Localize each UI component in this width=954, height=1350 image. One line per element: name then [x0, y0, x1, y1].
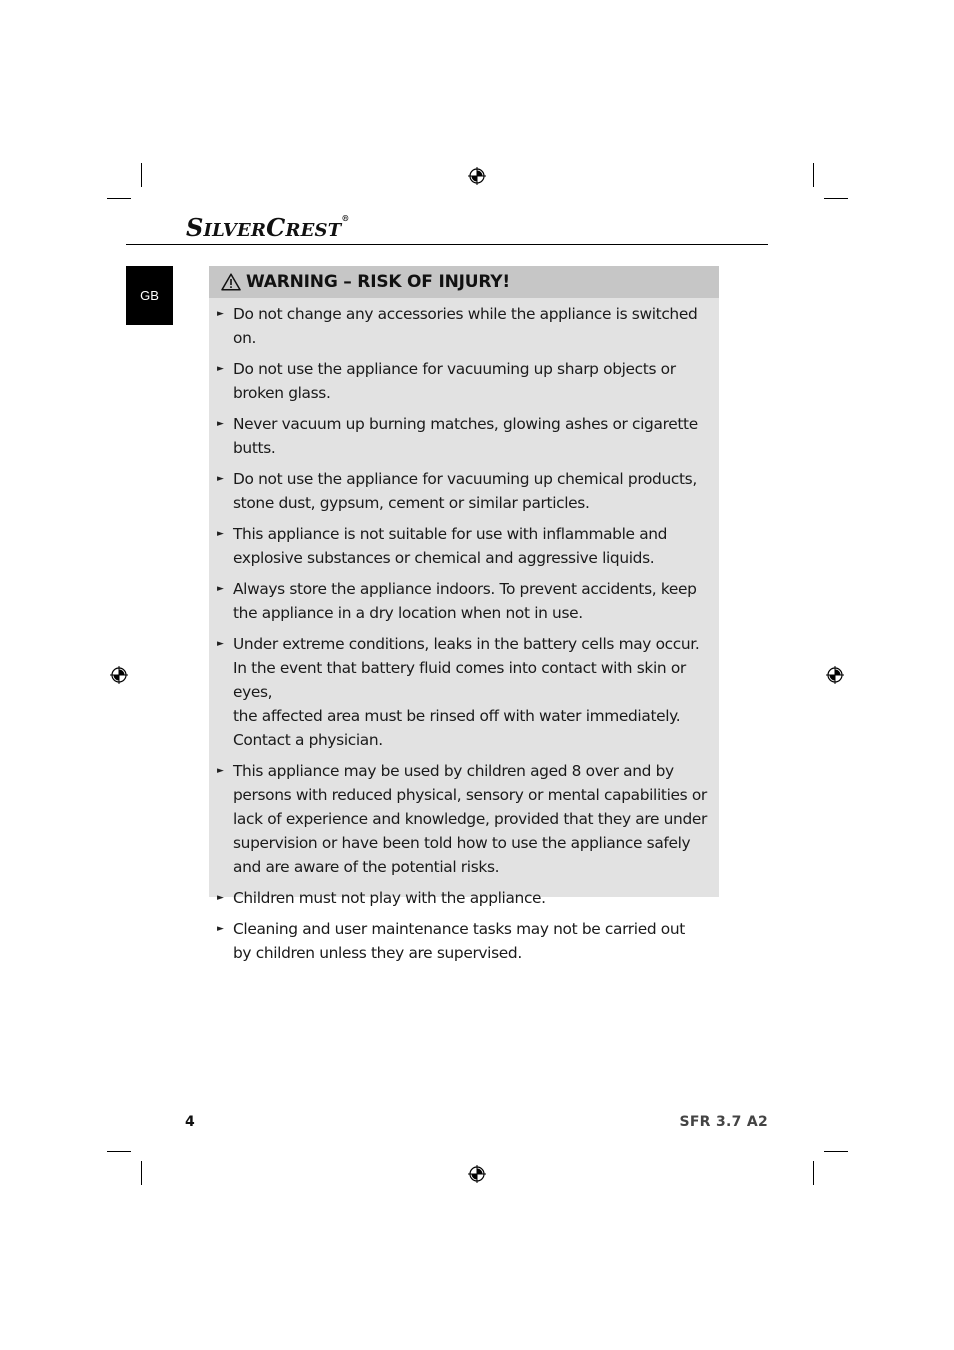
crop-mark [141, 1161, 142, 1185]
warning-item-text: Under extreme conditions, leaks in the battery cells may occur. In the event that battery fluid comes into contact with skin or eyes, the affected area must be rinsed off with water immediately. Contact a physician. [233, 635, 700, 749]
warning-item-text: Do not use the appliance for vacuuming up sharp objects or broken glass. [233, 360, 676, 402]
registration-mark-icon [110, 666, 128, 684]
language-tab [126, 266, 173, 325]
warning-list-item [209, 302, 719, 350]
arrow-bullet-icon: ► [217, 584, 224, 594]
page-number: 4 [185, 1114, 195, 1130]
arrow-bullet-icon: ► [217, 529, 224, 539]
warning-list-item [209, 632, 719, 752]
header-divider [126, 244, 768, 245]
crop-mark [141, 163, 142, 187]
warning-item-text: Cleaning and user maintenance tasks may not be carried out by children unless they are supervised. [233, 920, 685, 962]
registration-mark-icon [468, 167, 486, 185]
arrow-bullet-icon: ► [217, 419, 224, 429]
crop-mark [107, 198, 131, 199]
brand-text: REST [285, 220, 342, 241]
warning-item-text: This appliance may be used by children aged 8 over and by persons with reduced physical, sensory or mental capabilities or lack of experience and knowledge, provided that they are under supervision or have been told how to use the appliance safely and are aware of the potential risks. [233, 762, 707, 876]
crop-mark [813, 163, 814, 187]
model-number: SFR 3.7 A2 [679, 1114, 768, 1130]
warning-item-text: Never vacuum up burning matches, glowing ashes or cigarette butts. [233, 415, 698, 457]
registration-mark-icon [468, 1165, 486, 1183]
warning-item-text: This appliance is not suitable for use with inflammable and explosive substances or chemical and aggressive liquids. [233, 525, 668, 567]
crop-mark [813, 1161, 814, 1185]
crop-mark [107, 1151, 131, 1152]
warning-list-item [209, 577, 719, 625]
warning-triangle-icon [221, 273, 241, 291]
warning-item-text: Do not change any accessories while the appliance is switched on. [233, 305, 698, 347]
arrow-bullet-icon: ► [217, 893, 224, 903]
brand-text: ILVER [203, 220, 267, 241]
warning-box [209, 266, 719, 962]
arrow-bullet-icon: ► [217, 474, 224, 484]
warning-item-text: Do not use the appliance for vacuuming up chemical products, stone dust, gypsum, cement or similar particles. [233, 470, 697, 512]
warning-list-item [209, 412, 719, 460]
arrow-bullet-icon: ► [217, 309, 224, 319]
language-code: GB [140, 288, 159, 303]
warning-header [209, 266, 719, 298]
brand-logo [186, 213, 350, 242]
arrow-bullet-icon: ► [217, 639, 224, 649]
warning-list-item [209, 522, 719, 570]
arrow-bullet-icon: ► [217, 766, 224, 776]
warning-list-item [209, 357, 719, 405]
warning-title: WARNING – RISK OF INJURY! [246, 272, 510, 292]
warning-list [209, 298, 719, 965]
warning-list-item [209, 759, 719, 879]
arrow-bullet-icon: ► [217, 924, 224, 934]
brand-initial: C [266, 213, 286, 242]
warning-item-text: Always store the appliance indoors. To prevent accidents, keep the appliance in a dry location when not in use. [233, 580, 697, 622]
arrow-bullet-icon: ► [217, 364, 224, 374]
warning-item-text: Children must not play with the appliance. [233, 889, 546, 907]
crop-mark [824, 198, 848, 199]
warning-list-item [209, 917, 719, 965]
registration-mark-icon [826, 666, 844, 684]
warning-list-item [209, 467, 719, 515]
brand-initial: S [186, 213, 204, 242]
registered-mark: ® [341, 213, 350, 223]
warning-list-item [209, 886, 719, 910]
crop-mark [824, 1151, 848, 1152]
